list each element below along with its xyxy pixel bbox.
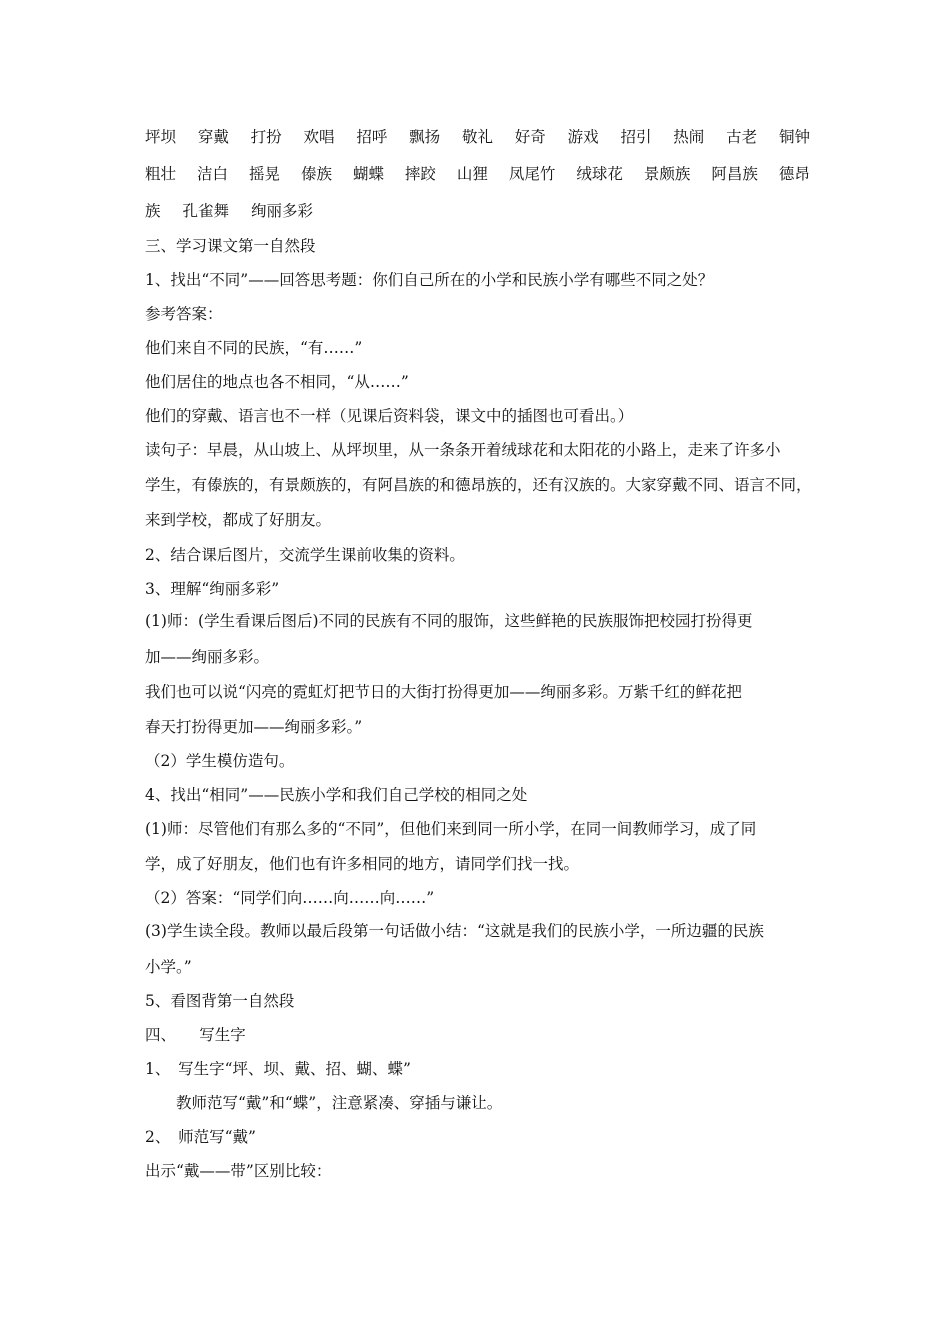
vocab-word: 敬礼: [461, 128, 493, 146]
vocab-word: 山狸: [456, 165, 488, 183]
step-heading: 1、找出“不同”——回答思考题：你们自己所在的小学和民族小学有哪些不同之处？: [145, 271, 714, 289]
vocab-word: 族: [145, 202, 161, 220]
section-heading: 三、学习课文第一自然段: [145, 237, 316, 255]
vocab-word: 飘扬: [409, 128, 441, 146]
text-line: 加——绚丽多彩。: [145, 648, 270, 666]
text-line: （2）答案：“同学们向……向……向……”: [145, 889, 435, 907]
vocab-row-1: [145, 127, 810, 147]
vocab-word: 凤尾竹: [508, 165, 556, 183]
vocab-word: 绚丽多彩: [251, 202, 314, 220]
text-line: 春天打扮得更加——绚丽多彩。”: [145, 718, 363, 736]
step-heading: 2、 师范写“戴”: [145, 1128, 256, 1146]
text-line: 他们居住的地点也各不相同，“从……”: [145, 373, 409, 391]
text-line: 读句子：早晨，从山坡上、从坪坝里，从一条条开着绒球花和太阳花的小路上，走来了许多小: [145, 441, 781, 459]
vocab-word: 打扮: [250, 128, 282, 146]
vocab-word: 古老: [726, 128, 758, 146]
vocab-word: 游戏: [567, 128, 599, 146]
step-heading: 3、理解“绚丽多彩”: [145, 580, 280, 598]
text-line: (3)学生读全段。教师以最后段第一句话做小结：“这就是我们的民族小学，一所边疆的民族: [145, 922, 764, 940]
vocab-word: 阿昌族: [711, 165, 758, 183]
vocab-word: 蝴蝶: [352, 165, 384, 183]
vocab-word: 坪坝: [145, 128, 177, 146]
text-line: 我们也可以说“闪亮的霓虹灯把节日的大街打扮得更加——绚丽多彩。万紫千红的鲜花把: [145, 683, 742, 701]
vocab-word: 景颇族: [643, 165, 691, 183]
vocab-word: 摇晃: [248, 165, 280, 183]
text-line: 教师范写“戴”和“蝶”，注意紧凑、穿插与谦让。: [176, 1094, 503, 1112]
vocab-word: 傣族: [300, 165, 332, 183]
vocab-word: 热闹: [673, 128, 705, 146]
vocab-row-2: [145, 164, 810, 184]
vocab-word: 招引: [620, 128, 652, 146]
text-line: 学，成了好朋友，他们也有许多相同的地方，请同学们找一找。: [145, 855, 580, 873]
text-line: 他们来自不同的民族，“有……”: [145, 339, 363, 357]
text-line: 参考答案：: [145, 305, 223, 323]
vocab-row-3: [145, 201, 810, 221]
step-heading: 2、结合课后图片，交流学生课前收集的资料。: [145, 546, 465, 564]
step-heading: 1、 写生字“坪、坝、戴、招、蝴、蝶”: [145, 1060, 411, 1078]
section-heading: 四、 写生字: [145, 1026, 246, 1044]
vocab-word: 穿戴: [197, 128, 229, 146]
text-line: （2）学生模仿造句。: [145, 752, 295, 770]
text-line: 来到学校，都成了好朋友。: [145, 511, 332, 529]
text-line: (1)师：(学生看课后图后)不同的民族有不同的服饰，这些鲜艳的民族服饰把校园打扮得更: [145, 612, 753, 630]
vocab-word: 铜钟: [778, 128, 810, 146]
vocab-word: 洁白: [196, 165, 228, 183]
vocab-word: 绒球花: [576, 165, 623, 183]
vocab-word: 招呼: [356, 128, 388, 146]
vocab-word: 欢唱: [303, 128, 335, 146]
step-heading: 5、看图背第一自然段: [145, 992, 295, 1010]
vocab-word: 好奇: [514, 128, 546, 146]
text-line: 出示“戴——带”区别比较：: [145, 1162, 332, 1180]
text-line: 学生，有傣族的，有景颇族的，有阿昌族的和德昂族的，还有汉族的。大家穿戴不同、语言不同，: [145, 476, 812, 494]
vocab-word: 孔雀舞: [182, 202, 230, 220]
step-heading: 4、找出“相同”——民族小学和我们自己学校的相同之处: [145, 786, 528, 804]
text-line: 他们的穿戴、语言也不一样（见课后资料袋，课文中的插图也可看出。）: [145, 407, 634, 425]
vocab-word: 摔跤: [404, 165, 436, 183]
text-line: (1)师：尽管他们有那么多的“不同”，但他们来到同一所小学，在同一间教师学习，成了同: [145, 820, 757, 838]
text-line: 小学。”: [145, 958, 192, 976]
vocab-word: 粗壮: [145, 165, 177, 183]
vocab-word: 德昂: [778, 165, 810, 183]
